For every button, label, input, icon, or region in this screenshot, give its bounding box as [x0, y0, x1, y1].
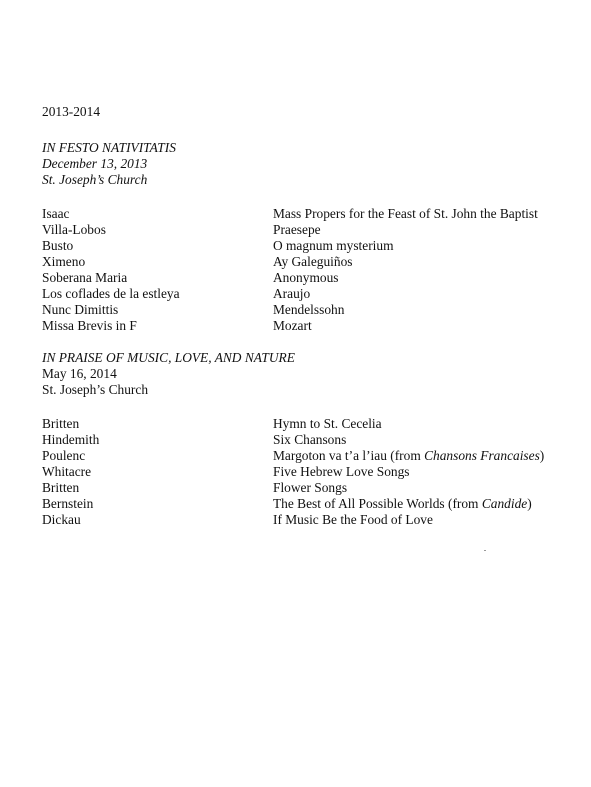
program-right: If Music Be the Food of Love	[273, 512, 433, 527]
concert2-date: May 16, 2014	[42, 366, 117, 381]
program-left: Isaac	[42, 206, 70, 221]
concert2-title: IN PRAISE OF MUSIC, LOVE, AND NATURE	[42, 350, 295, 365]
concert2-venue: St. Joseph’s Church	[42, 382, 149, 397]
program-right: O magnum mysterium	[273, 238, 394, 253]
program-right-text: The Best of All Possible Worlds (from	[273, 496, 482, 511]
program-right: Flower Songs	[273, 480, 348, 495]
program-row	[0, 270, 591, 286]
program-row	[0, 254, 591, 270]
program-row	[0, 448, 591, 464]
program-row	[0, 432, 591, 448]
program-right: Ay Galeguiños	[273, 254, 353, 269]
program-left: Britten	[42, 416, 80, 431]
program-left: Britten	[42, 480, 80, 495]
program-right: Mass Propers for the Feast of St. John the Baptist	[273, 206, 538, 221]
program-left: Soberana Maria	[42, 270, 128, 285]
program-left: Busto	[42, 238, 74, 253]
program-row	[0, 480, 591, 496]
program-right: Six Chansons	[273, 432, 347, 447]
concert1-date: December 13, 2013	[42, 156, 148, 171]
program-left: Nunc Dimittis	[42, 302, 119, 317]
program-right: Anonymous	[273, 270, 339, 285]
program-left: Dickau	[42, 512, 81, 527]
program-right-italic: Candide	[481, 496, 528, 511]
scan-speck	[484, 550, 486, 551]
program-left: Bernstein	[42, 496, 94, 511]
program-right: Araujo	[273, 286, 311, 301]
program-row	[0, 238, 591, 254]
program-right	[273, 496, 532, 512]
season-heading: 2013-2014	[42, 104, 101, 119]
program-right-italic: Chansons Francaises	[424, 448, 540, 463]
program-row	[0, 464, 591, 480]
program-row	[0, 302, 591, 318]
program-right-text: Margoton va t’a l’iau (from	[273, 448, 425, 463]
program-row	[0, 286, 591, 302]
program-left: Missa Brevis in F	[42, 318, 137, 333]
program-left: Hindemith	[42, 432, 100, 447]
program-left: Ximeno	[42, 254, 86, 269]
program-row	[0, 222, 591, 238]
program-left: Poulenc	[42, 448, 86, 463]
program-left: Villa-Lobos	[42, 222, 106, 237]
program-right: Mendelssohn	[273, 302, 345, 317]
concert1-title: IN FESTO NATIVITATIS	[42, 140, 176, 155]
program-row	[0, 206, 591, 222]
program-row	[0, 318, 591, 334]
concert1-venue: St. Joseph’s Church	[42, 172, 148, 187]
program-right	[273, 448, 544, 464]
program-right: Five Hebrew Love Songs	[273, 464, 410, 479]
program-row	[0, 496, 591, 512]
program-row	[0, 512, 591, 528]
program-left: Los coflades de la estleya	[42, 286, 180, 301]
program-right: Hymn to St. Cecelia	[273, 416, 382, 431]
program-left: Whitacre	[42, 464, 92, 479]
program-right-after: )	[527, 496, 532, 511]
program-right: Praesepe	[273, 222, 321, 237]
program-row	[0, 416, 591, 432]
program-right-after: )	[539, 448, 545, 463]
program-right: Mozart	[273, 318, 312, 333]
